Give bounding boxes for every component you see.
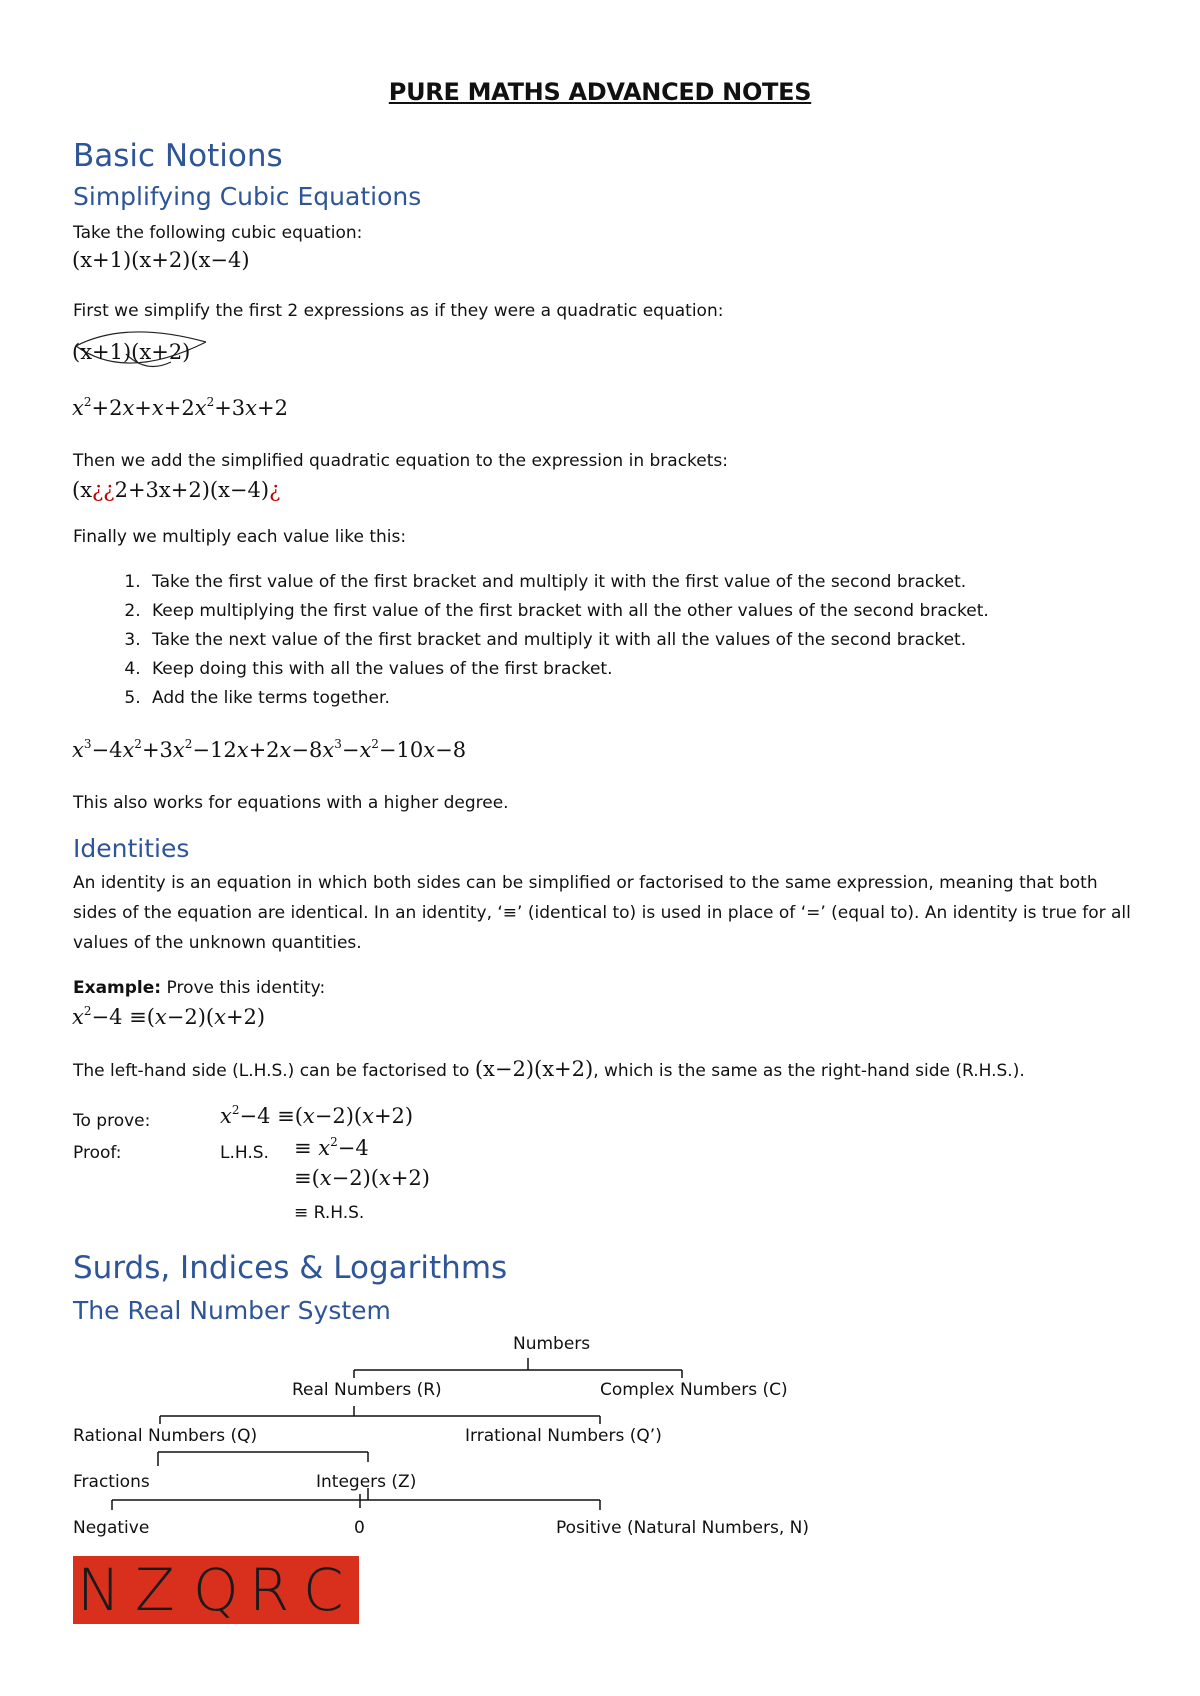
tree-node-positive: Positive (Natural Numbers, N) (556, 1518, 809, 1538)
to-prove-label: To prove: (73, 1111, 151, 1131)
example-line: Example: Prove this identity: (73, 978, 326, 998)
tree-node-zero: 0 (354, 1518, 365, 1538)
logo-letter-c: C (303, 1556, 344, 1624)
tree-node-rational: Rational Numbers (Q) (73, 1426, 258, 1446)
paragraph-intro: Take the following cubic equation: (73, 223, 363, 243)
paragraph-lhs: The left-hand side (L.H.S.) can be factorised to (x−2)(x+2), which is the same as the right-hand side (R.H.S.). (73, 1057, 1025, 1081)
list-item: 4. Keep doing this with all the values of the first bracket. (146, 655, 1146, 684)
logo-letter-r: R (249, 1556, 290, 1624)
logo-letter-z: Z (135, 1556, 175, 1624)
logo-letter-q: Q (193, 1556, 239, 1624)
tree-node-fractions: Fractions (73, 1472, 150, 1492)
equation-final-expansion: $x^3-4x^2+3x^2-12x+2x-8x^3-x^2-10x-8$ (72, 737, 467, 762)
paragraph-step2: Then we add the simplified quadratic equation to the expression in brackets: (73, 451, 729, 471)
equation-cubic: (x+1)(x+2)(x−4) (72, 248, 250, 272)
proof-lhs-label: L.H.S. (220, 1143, 269, 1163)
equation-combined: (x¿¿2+3x+2)(x−4)¿ (72, 478, 281, 502)
document-title: PURE MATHS ADVANCED NOTES (388, 78, 812, 106)
tree-node-irrational: Irrational Numbers (Q’) (465, 1426, 662, 1446)
paragraph-outro: This also works for equations with a higher degree. (73, 793, 509, 813)
steps-list (84, 568, 1146, 713)
tree-node-numbers: Numbers (513, 1334, 591, 1354)
paragraph-identities: An identity is an equation in which both sides can be simplified or factorised to the same expression, meaning that both sides of the equation are identical. In an identity, ‘≡’ (identical to) is used in place of ‘=’ (equal to). An identity is true for all values of the unknown quantities. (73, 873, 1131, 953)
list-item: 3. Take the next value of the first bracket and multiply it with all the values of the second bracket. (146, 626, 1146, 655)
subheading-simplifying-cubic: Simplifying Cubic Equations (73, 182, 422, 211)
logo-letter-n: N (77, 1556, 121, 1624)
tree-node-real: Real Numbers (R) (292, 1380, 442, 1400)
paragraph-step1: First we simplify the first 2 expressions as if they were a quadratic equation: (73, 301, 724, 321)
equation-quadratic-pair: (x+1)(x+2) (72, 340, 191, 364)
equation-expanded-quadratic: $x^2+2x+x+2x^2+3x+2$ (72, 395, 288, 420)
proof-label: Proof: (73, 1143, 122, 1163)
proof-line-1: ≡ $x^2-4$ (294, 1135, 369, 1160)
proof-line-2: ≡(x−2)(x+2) (294, 1166, 430, 1190)
tree-node-integers: Integers (Z) (316, 1472, 417, 1492)
proof-line-3: ≡ R.H.S. (294, 1203, 365, 1223)
heading-basic-notions: Basic Notions (73, 138, 283, 174)
heading-surds: Surds, Indices & Logarithms (73, 1250, 508, 1286)
heading-identities: Identities (73, 834, 190, 863)
equation-identity: $x^2-4 \equiv(x-2)(x+2)$ (72, 1004, 266, 1029)
list-item: 5. Add the like terms together. (146, 684, 1146, 713)
list-item: 1. Take the first value of the first bracket and multiply it with the first value of the second bracket. (146, 568, 1146, 597)
to-prove-equation: $x^2-4 \equiv(x-2)(x+2)$ (220, 1103, 414, 1128)
list-item: 2. Keep multiplying the first value of the first bracket with all the other values of the second bracket. (146, 597, 1146, 626)
number-sets-logo (73, 1556, 359, 1624)
paragraph-step3: Finally we multiply each value like this: (73, 527, 407, 547)
subheading-real-number-system: The Real Number System (73, 1296, 391, 1325)
tree-node-complex: Complex Numbers (C) (600, 1380, 788, 1400)
tree-node-negative: Negative (73, 1518, 150, 1538)
